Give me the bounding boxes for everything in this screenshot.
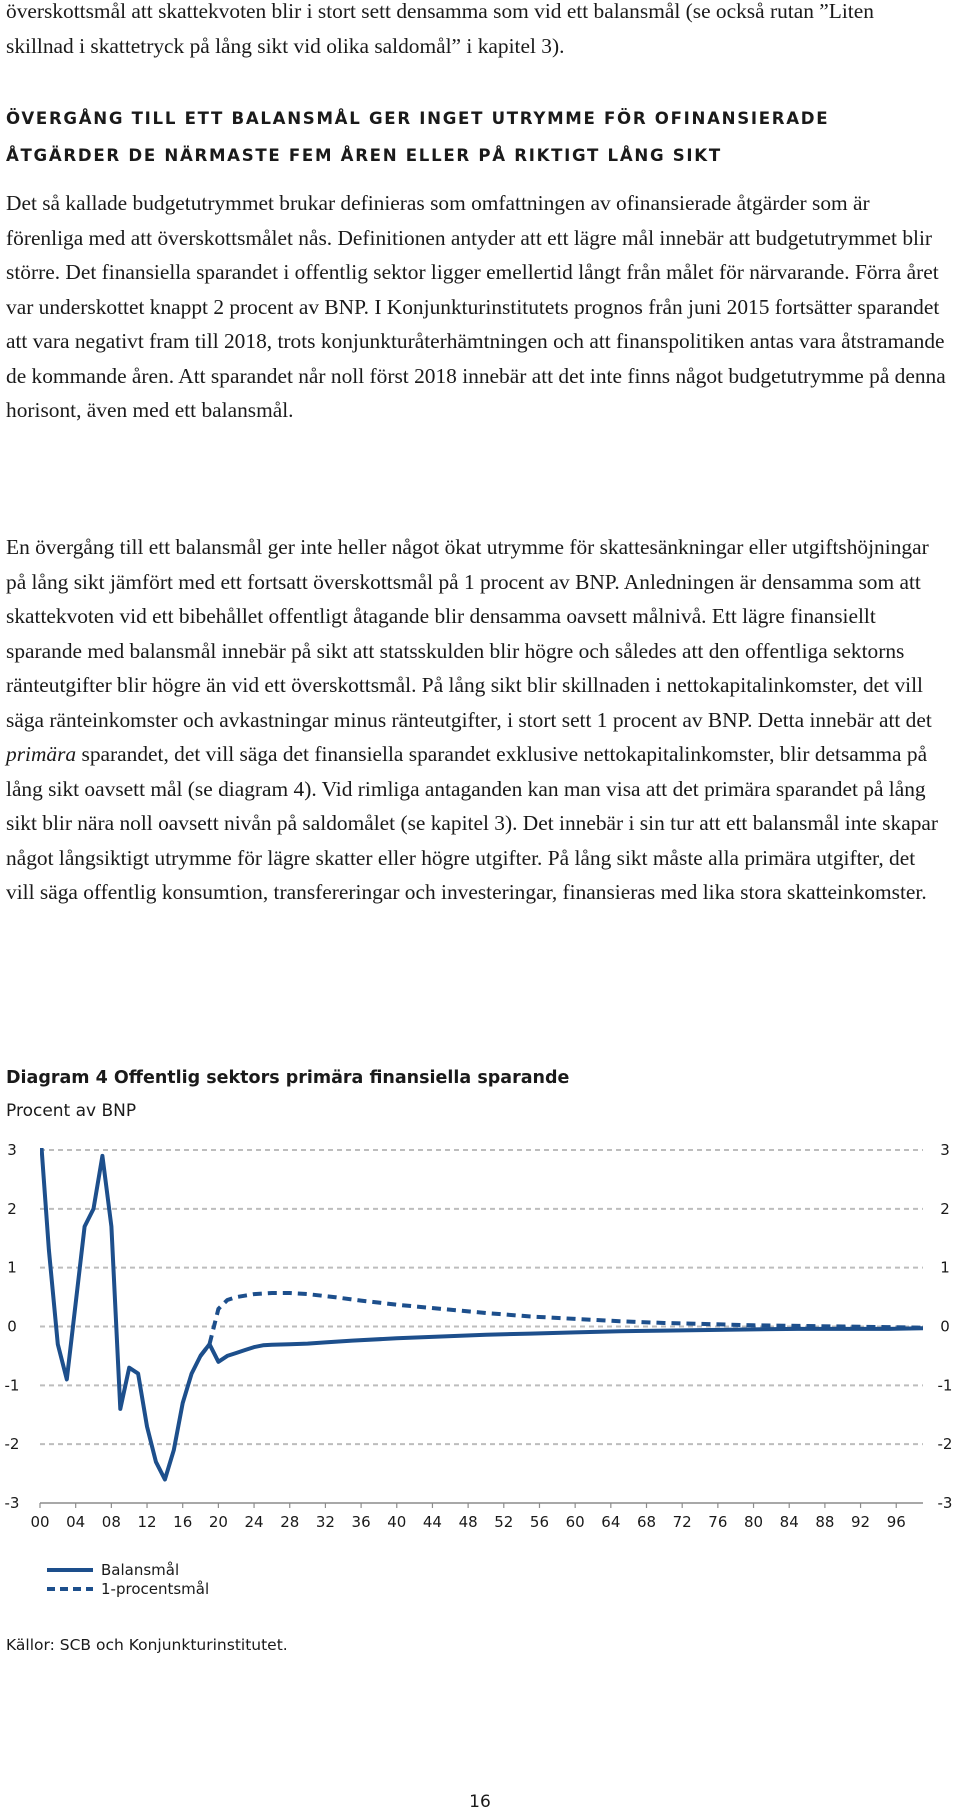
paragraph-2: [6, 530, 946, 910]
x-tick-label: 56: [529, 1513, 550, 1531]
paragraph-1: Det så kallade budgetutrymmet brukar definieras som omfattningen av ofinansierade åtgärder som är förenliga med att överskottsmålet nås. Definitionen antyder att ett lägre mål innebär att budgetutrymmet blir större. Det finansiella sparandet i offentlig sektor ligger emellertid långt från målet för närvarande. Förra året var underskottet knappt 2 procent av BNP. I Konjunkturinstitutets prognos från juni 2015 fortsätter sparandet att vara negativt fram till 2018, trots konjunkturåterhämtningen och att finanspolitiken antas vara åtstramande de kommande åren. Att sparandet når noll först 2018 innebär att det inte finns något budgetutrymme på denna horisont, även med ett balansmål.: [6, 191, 946, 422]
x-tick-label: 36: [351, 1513, 371, 1531]
page-number: 16: [469, 1792, 491, 1812]
x-tick-label: 20: [208, 1513, 228, 1531]
x-tick-label: 24: [244, 1513, 264, 1531]
x-tick-label: 04: [66, 1513, 86, 1531]
x-tick-label: 76: [708, 1513, 728, 1531]
x-tick-label: 64: [601, 1513, 621, 1531]
y-tick-label-left: 2: [7, 1199, 17, 1218]
legend-label: Balansmål: [101, 1561, 180, 1579]
series-line-dashed: [201, 1293, 924, 1356]
figure-subtitle: Procent av BNP: [6, 1101, 137, 1121]
y-tick-label-left: 3: [7, 1141, 17, 1159]
y-tick-label-right: -1: [937, 1376, 953, 1395]
x-tick-label: 92: [851, 1513, 871, 1531]
y-tick-label-right: 2: [940, 1199, 950, 1218]
source-note: Källor: SCB och Konjunkturinstitutet.: [6, 1636, 288, 1654]
x-tick-label: 12: [137, 1513, 157, 1531]
y-tick-label-right: 0: [940, 1317, 950, 1336]
y-tick-label-right: -3: [937, 1494, 953, 1512]
paragraph-2-emphasis: primära: [6, 742, 77, 766]
y-tick-label-left: -2: [4, 1435, 20, 1454]
primary-savings-line-chart: [0, 1130, 960, 1610]
x-tick-label: 84: [779, 1513, 799, 1531]
x-tick-label: 40: [387, 1513, 407, 1531]
figure-title: Diagram 4 Offentlig sektors primära finansiella sparande: [6, 1068, 570, 1088]
legend-label: 1-procentsmål: [101, 1580, 210, 1598]
section-heading-line-2: ÅTGÄRDER DE NÄRMASTE FEM ÅREN ELLER PÅ RIKTIGT LÅNG SIKT: [6, 146, 722, 165]
x-tick-label: 44: [422, 1513, 442, 1531]
x-tick-label: 32: [315, 1513, 335, 1531]
series-line-solid: [40, 1130, 923, 1480]
y-tick-label-left: 0: [7, 1317, 17, 1336]
x-tick-label: 52: [494, 1513, 514, 1531]
y-tick-label-right: 1: [940, 1258, 950, 1277]
y-tick-label-right: -2: [937, 1435, 953, 1454]
section-heading-line-1: ÖVERGÅNG TILL ETT BALANSMÅL GER INGET UTRYMME FÖR OFINANSIERADE: [6, 109, 830, 128]
y-tick-label-left: -3: [4, 1494, 20, 1512]
x-tick-label: 68: [636, 1513, 657, 1531]
paragraph-2-part-2: sparandet, det vill säga det finansiella sparandet exklusive nettokapitalinkomster, blir detsamma på lång sikt oavsett mål (se diagram 4). Vid rimliga antaganden kan man visa att det primära sparandet på lång sikt blir nära noll oavsett nivån på saldomålet (se kapitel 3). Det innebär i sin tur att ett balansmål inte skapar något långsiktigt utrymme för lägre skatter eller högre utgifter. På lång sikt måste alla primära utgifter, det vill säga offentlig konsumtion, transfereringar och investeringar, finansieras med lika stora skatteinkomster.: [6, 742, 939, 904]
x-tick-label: 08: [101, 1513, 121, 1531]
x-tick-label: 88: [815, 1513, 835, 1531]
x-tick-label: 60: [565, 1513, 585, 1531]
x-tick-label: 16: [173, 1513, 193, 1531]
x-tick-label: 96: [886, 1513, 906, 1531]
x-tick-label: 72: [672, 1513, 692, 1531]
x-tick-label: 48: [458, 1513, 478, 1531]
y-tick-label-left: -1: [4, 1376, 20, 1395]
x-tick-label: 28: [280, 1513, 300, 1531]
x-tick-label: 00: [30, 1513, 50, 1531]
intro-paragraph: överskottsmål att skattekvoten blir i stort sett densamma som vid ett balansmål (se också rutan ”Liten skillnad i skattetryck på lång sikt vid olika saldomål” i kapitel 3).: [6, 0, 874, 58]
y-tick-label-right: 3: [940, 1141, 950, 1159]
y-tick-label-left: 1: [7, 1258, 17, 1277]
paragraph-2-part-1: En övergång till ett balansmål ger inte heller något ökat utrymme för skattesänkningar eller utgiftshöjningar på lång sikt jämfört med ett fortsatt överskottsmål på 1 procent av BNP. Anledningen är densamma som att skattekvoten vid ett bibehållet offentligt åtagande blir densamma oavsett målnivå. Ett lägre finansiellt sparande med balansmål innebär på sikt att statsskulden blir högre och således att den offentliga sektorns ränteutgifter blir högre än vid ett överskottsmål. På lång sikt blir skillnaden i nettokapitalinkomster, det vill säga ränteinkomster och avkastningar minus ränteutgifter, i stort sett 1 procent av BNP. Detta innebär att det: [6, 535, 932, 732]
x-tick-label: 80: [743, 1513, 764, 1531]
